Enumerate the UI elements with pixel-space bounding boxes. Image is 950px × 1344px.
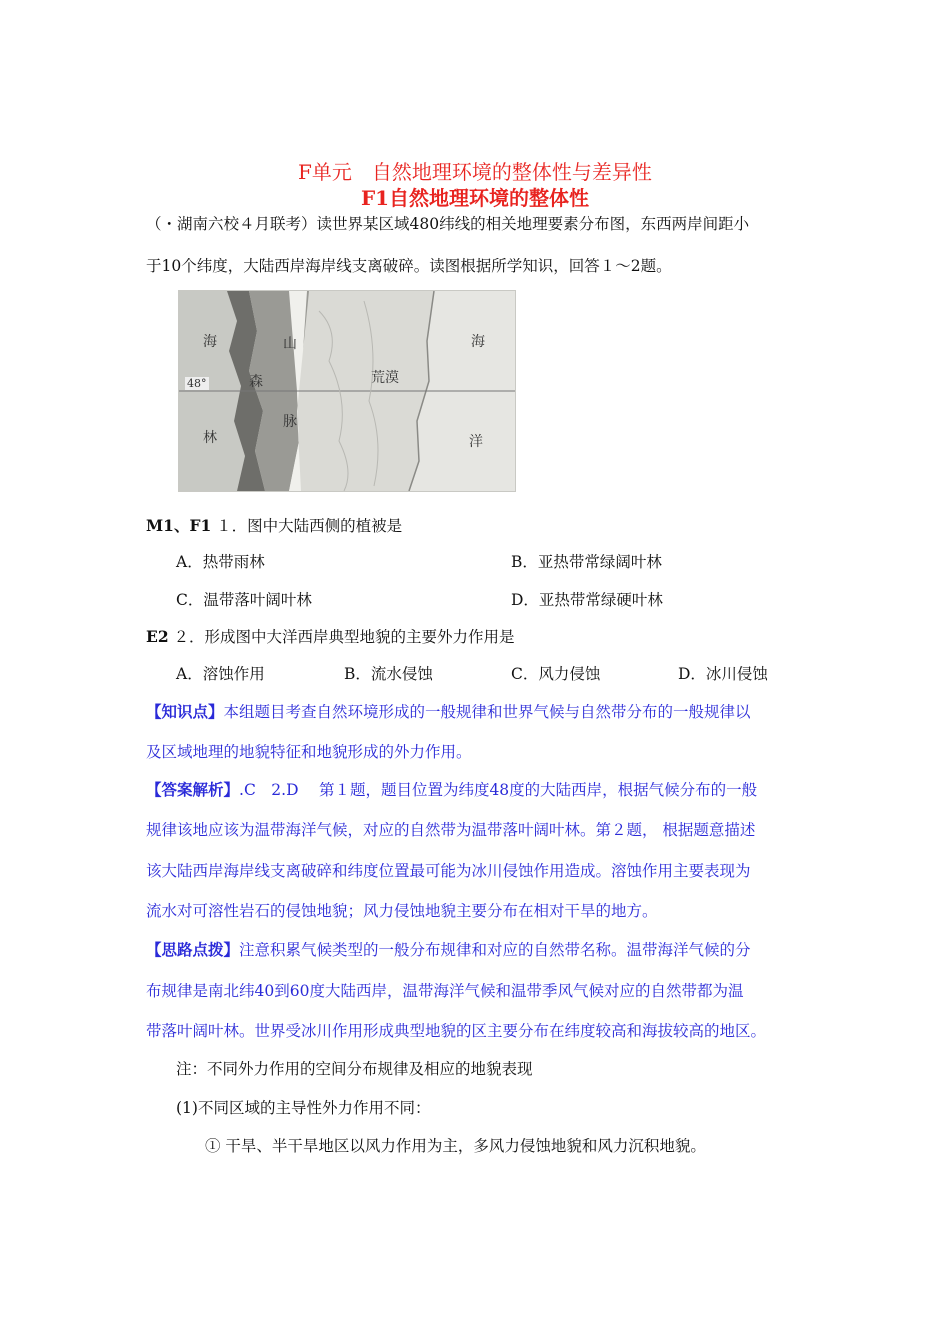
map-drawing	[179, 291, 515, 491]
map-label-mountain-1: 山	[283, 336, 297, 352]
map-label-mountain-2: 脉	[283, 414, 297, 430]
tips-line-1	[146, 940, 751, 960]
tips-label: 【思路点拨】	[146, 940, 240, 959]
map-label-forest-2: 林	[203, 430, 217, 446]
answer-text-1: .C 2.D 第１题，题目位置为纬度48度的大陆西岸，根据气候分布的一般	[239, 781, 758, 799]
section-title: F1自然地理环境的整体性	[360, 186, 590, 210]
question-1-stem: １．图中大陆西侧的植被是	[216, 517, 403, 535]
map-label-forest-1: 森	[249, 374, 263, 390]
answer-line-2: 规律该地应该为温带海洋气候，对应的自然带为温带落叶阔叶林。第２题， 根据题意描述	[146, 821, 756, 839]
knowledge-text-1: 本组题目考查自然环境形成的一般规律和世界气候与自然带分布的一般规律以	[223, 703, 751, 721]
q2-option-b: B．流水侵蚀	[344, 665, 433, 683]
question-1-tag: M1、F1	[146, 516, 212, 535]
q1-option-a: A．热带雨林	[176, 553, 265, 571]
map-label-desert: 荒漠	[371, 370, 399, 386]
tips-text-1: 注意积累气候类型的一般分布规律和对应的自然带名称。温带海洋气候的分	[239, 941, 751, 959]
document-title: F单元 自然地理环境的整体性与差异性	[298, 160, 652, 184]
knowledge-line-2: 及区域地理的地貌特征和地貌形成的外力作用。	[146, 743, 472, 761]
q2-option-a: A．溶蚀作用	[176, 665, 265, 683]
question-2-tag: E2	[146, 627, 169, 646]
q1-option-c: C．温带落叶阔叶林	[176, 591, 312, 609]
note-line-3: ① 干旱、半干旱地区以风力作用为主，多风力侵蚀地貌和风力沉积地貌。	[205, 1137, 706, 1155]
note-line-2: (1)不同区域的主导性外力作用不同：	[176, 1099, 431, 1117]
map-label-sea-west: 海	[203, 334, 217, 350]
geography-map	[178, 290, 516, 492]
knowledge-line-1	[146, 702, 751, 722]
knowledge-label: 【知识点】	[146, 702, 224, 721]
question-1	[146, 516, 402, 536]
intro-line-2: 于10个纬度，大陆西岸海岸线支离破碎。读图根据所学知识，回答１～2题。	[146, 257, 672, 275]
tips-line-2: 布规律是南北纬40到60度大陆西岸，温带海洋气候和温带季风气候对应的自然带都为温	[146, 982, 744, 1000]
answer-line-1	[146, 780, 757, 800]
tips-line-3: 带落叶阔叶林。世界受冰川作用形成典型地貌的区主要分布在纬度较高和海拔较高的地区。	[146, 1022, 767, 1040]
q2-option-d: D．冰川侵蚀	[678, 665, 768, 683]
q2-option-c: C．风力侵蚀	[511, 665, 601, 683]
q1-option-d: D．亚热带常绿硬叶林	[511, 591, 663, 609]
answer-label: 【答案解析】	[146, 780, 240, 799]
map-label-ocean: 洋	[469, 434, 483, 450]
question-2-stem: ２．形成图中大洋西岸典型地貌的主要外力作用是	[173, 628, 515, 646]
q1-option-b: B．亚热带常绿阔叶林	[511, 553, 662, 571]
answer-line-3: 该大陆西岸海岸线支离破碎和纬度位置最可能为冰川侵蚀作用造成。溶蚀作用主要表现为	[146, 862, 751, 880]
intro-line-1: （・湖南六校４月联考）读世界某区域480纬线的相关地理要素分布图，东西两岸间距小	[146, 215, 750, 233]
map-label-sea-east: 海	[471, 334, 485, 350]
map-label-latitude: 48°	[187, 377, 207, 390]
note-line-1: 注：不同外力作用的空间分布规律及相应的地貌表现	[176, 1060, 533, 1078]
answer-line-4: 流水对可溶性岩石的侵蚀地貌；风力侵蚀地貌主要分布在相对干旱的地方。	[146, 902, 658, 920]
question-2	[146, 627, 515, 647]
